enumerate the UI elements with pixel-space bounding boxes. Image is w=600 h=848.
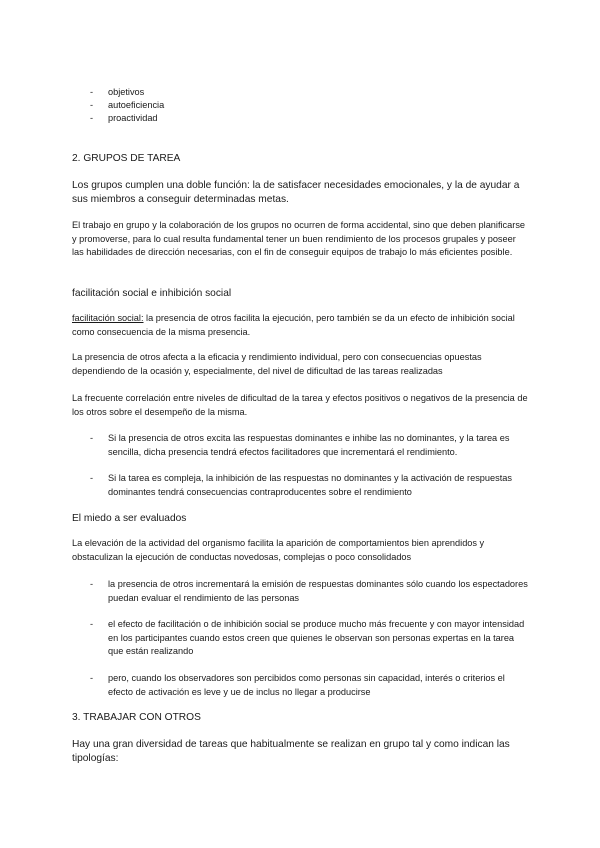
paragraph-text: la presencia de otros facilita la ejecución, pero también se da un efecto de inhibición social como consecuencia de la misma presencia.	[72, 313, 515, 337]
paragraph: La elevación de la actividad del organismo facilita la aparición de comportamientos bien aprendidos y obstaculizan la ejecución de conductas novedosas, complejas o poco consolidados	[72, 538, 485, 562]
subheading: El miedo a ser evaluados	[72, 513, 187, 524]
term-underlined: facilitación social:	[72, 313, 144, 323]
paragraph: La presencia de otros afecta a la eficacia y rendimiento individual, pero con consecuencias opuestas dependiendo de la ocasión y, especialmente, del nivel de dificultad de las tareas realizadas	[72, 352, 482, 376]
section-heading: 3. TRABAJAR CON OTROS	[72, 712, 201, 723]
list-item	[90, 618, 528, 659]
list-item-text: autoeficiencia	[108, 100, 165, 110]
list-item-text: la presencia de otros incrementará la emisión de respuestas dominantes sólo cuando los espectadores puedan evaluar el rendimiento de las personas	[108, 579, 528, 603]
bullet-dash: -	[90, 433, 94, 443]
paragraph	[72, 312, 528, 339]
list-item-text: proactividad	[108, 113, 158, 123]
list-item-text: Si la tarea es compleja, la inhibición de las respuestas no dominantes y la activación de respuestas dominantes tendrá consecuencias contraproducentes sobre el rendimiento	[108, 473, 512, 497]
paragraph: El trabajo en grupo y la colaboración de los grupos no ocurren de forma accidental, sino que deben planificarse y promoverse, para lo cual resulta fundamental tener un buen rendimiento de los procesos grupales y poseer las habilidades de dirección necesarias, con el fin de conseguir equipos de trabajo lo más eficientes posible.	[72, 220, 526, 257]
list-item	[90, 99, 528, 113]
list-item-text: pero, cuando los observadores son percibidos como personas sin capacidad, interés o criterios el efecto de activación es leve y ue de inclus no llegar a producirse	[108, 673, 505, 697]
subheading: facilitación social e inhibición social	[72, 288, 232, 299]
paragraph: Los grupos cumplen una doble función: la de satisfacer necesidades emocionales, y la de ayudar a sus miembros a conseguir determinadas metas.	[72, 180, 520, 205]
list-item-text: Si la presencia de otros excita las respuestas dominantes e inhibe las no dominantes, y la tarea es sencilla, dicha presencia tendrá efectos facilitadores que incrementará el rendimiento.	[108, 433, 510, 457]
bullet-dash: -	[90, 579, 94, 589]
list-item	[90, 86, 528, 100]
list-item	[90, 672, 528, 699]
list-item	[90, 472, 528, 499]
paragraph: La frecuente correlación entre niveles de dificultad de la tarea y efectos positivos o negativos de la presencia de los otros sobre el desempeño de la misma.	[72, 393, 528, 417]
list-item-text: el efecto de facilitación o de inhibición social se produce mucho más frecuente y con mayor intensidad en los participantes cuando estos creen que quienes le observan son personas expertas en la tarea que están realizando	[108, 619, 525, 656]
bullet-dash: -	[90, 113, 94, 123]
bullet-dash: -	[90, 87, 94, 97]
bullet-dash: -	[90, 619, 94, 629]
list-item	[90, 112, 528, 126]
section-heading: 2. GRUPOS DE TAREA	[72, 153, 181, 164]
list-item-text: objetivos	[108, 87, 145, 97]
list-item	[90, 578, 528, 605]
paragraph: Hay una gran diversidad de tareas que habitualmente se realizan en grupo tal y como indican las tipologías:	[72, 739, 510, 764]
list-item	[90, 432, 528, 459]
bullet-dash: -	[90, 673, 94, 683]
bullet-dash: -	[90, 100, 94, 110]
bullet-dash: -	[90, 473, 94, 483]
